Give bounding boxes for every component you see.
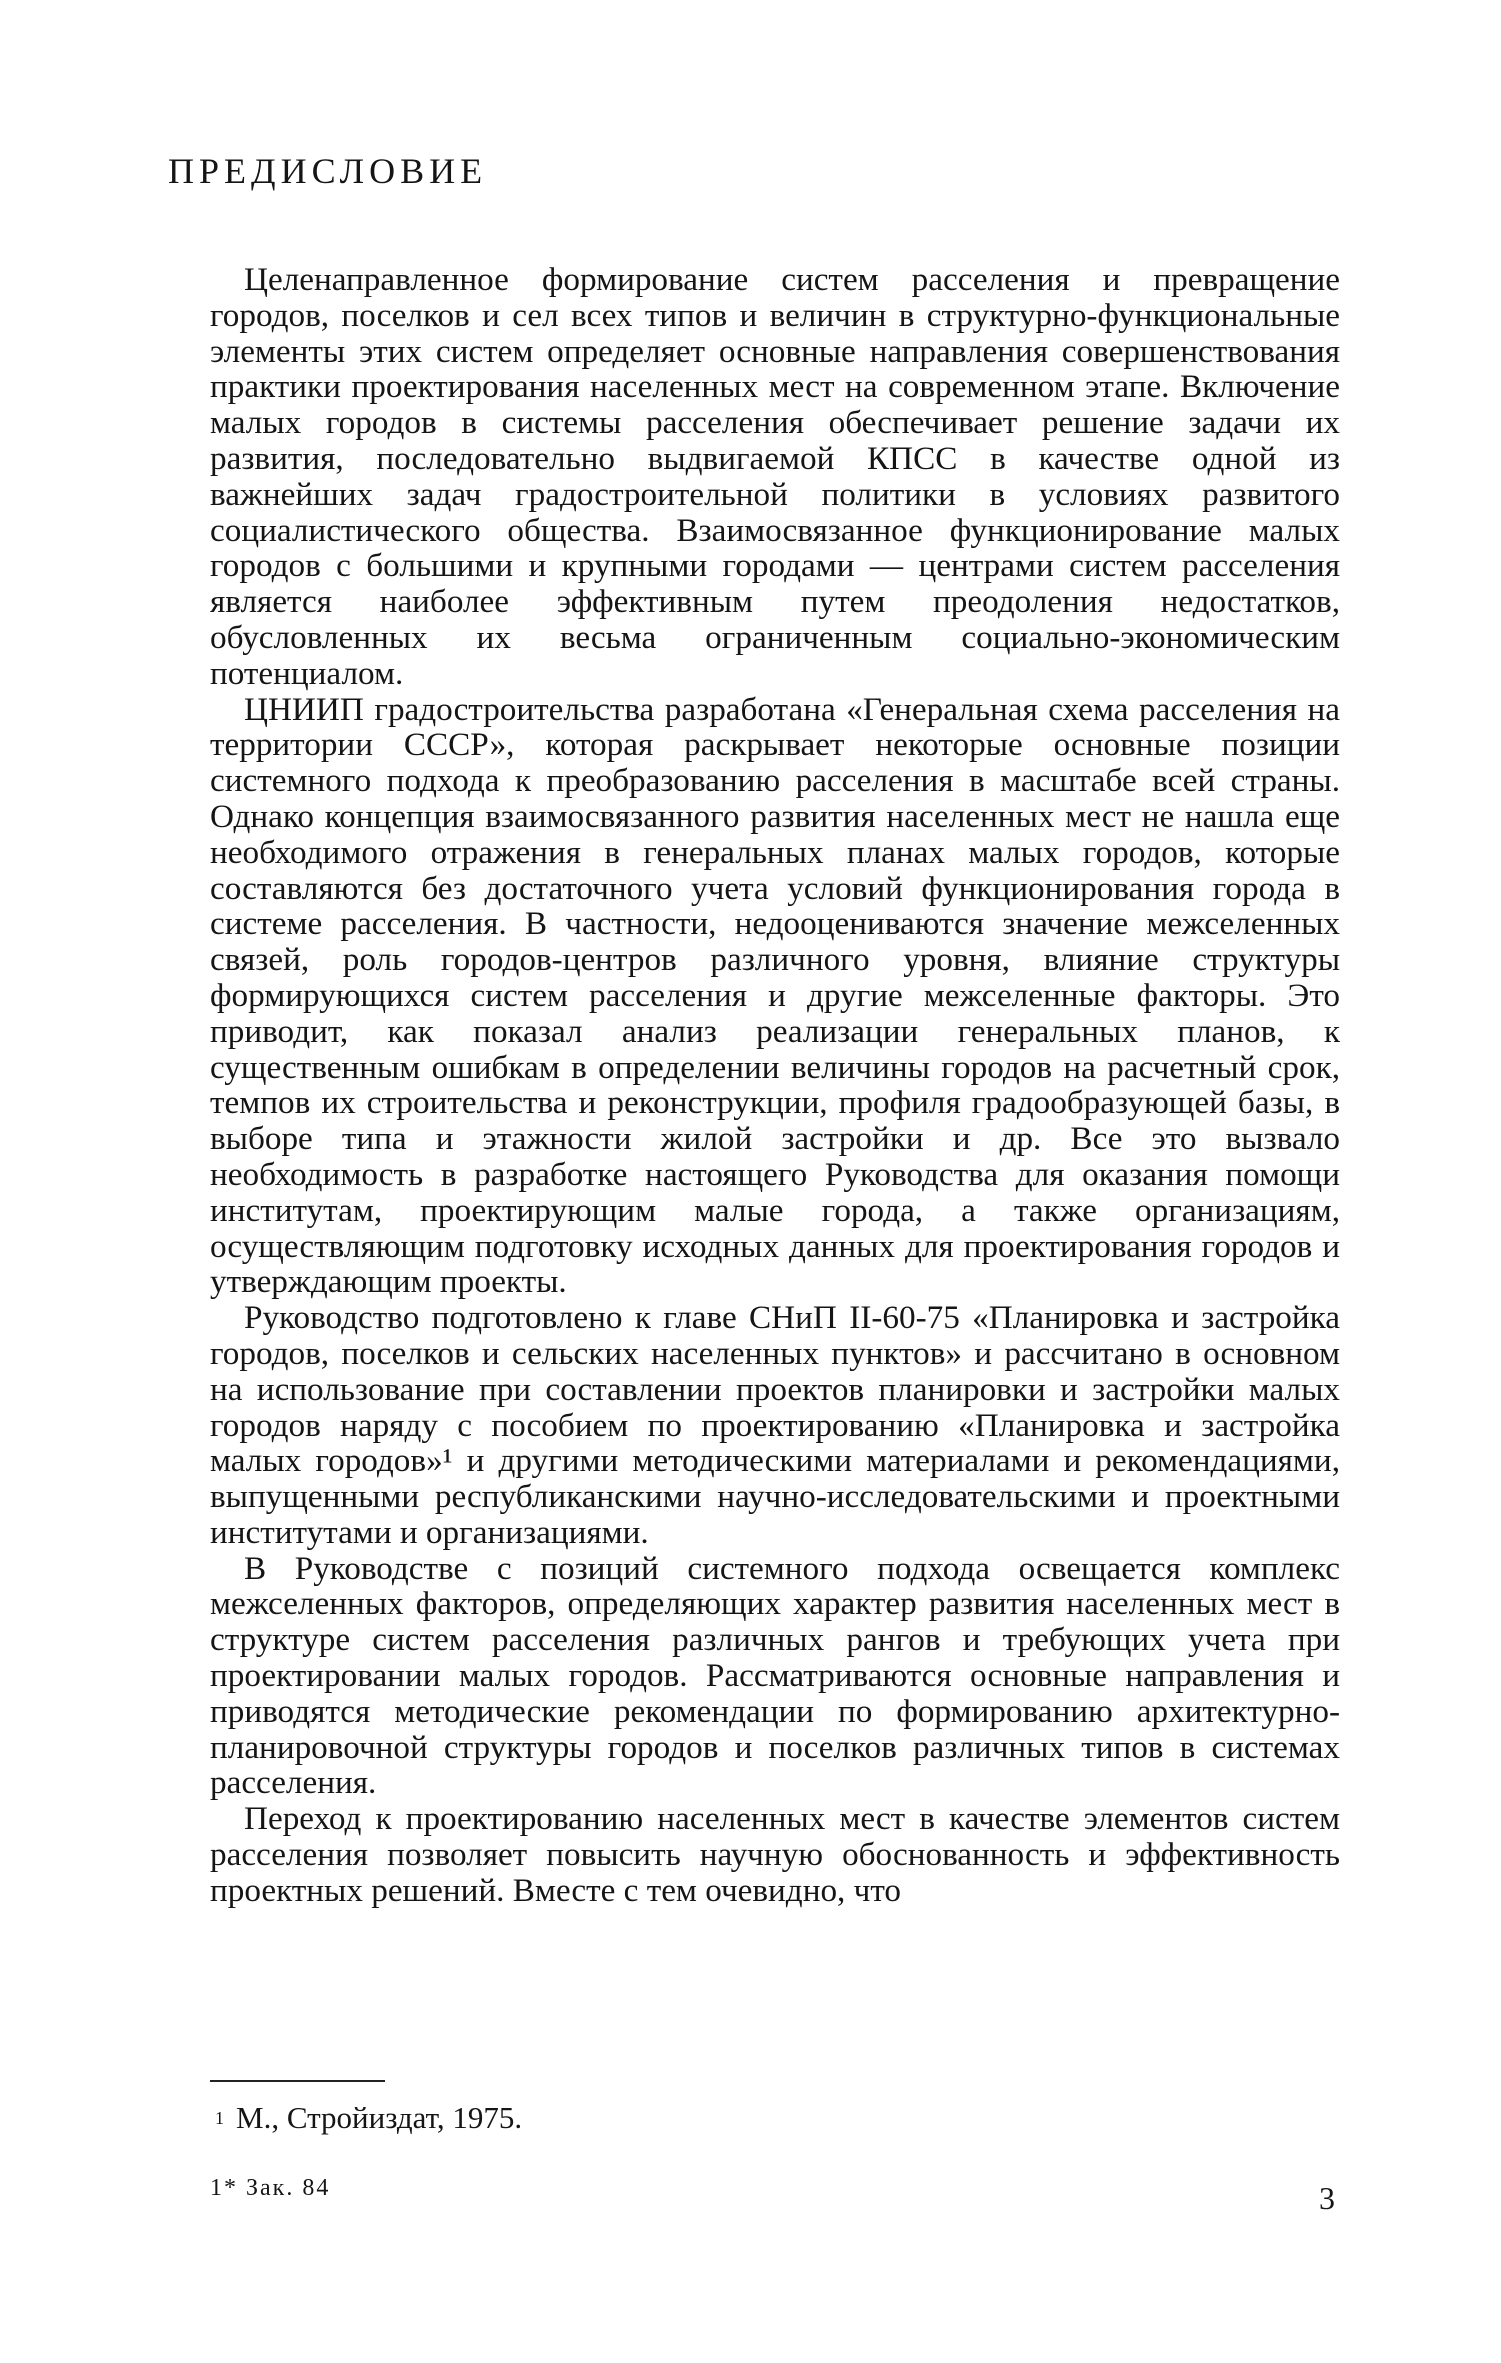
paragraph-3: Руководство подготовлено к главе СНиП II-60-75 «Планировка и застройка городов, поселков и сельских населенных пунктов» и рассчитано в основном на использование при составлении проектов планировки и застройки малых городов наряду с пособием по проектированию «Планировка и застройка малых городов»¹ и другими методическими материалами и рекомендациями, выпущенными республиканскими научно-исследовательскими и проектными институтами и организациями. [210,1299,1340,1551]
footnote-divider [210,2080,385,2082]
printer-signature: 1* Зак. 84 [210,2175,331,2201]
footnote-text: М., Стройиздат, 1975. [236,2100,523,2135]
paragraph-1: Целенаправленное формирование систем расселения и превращение городов, поселков и сел всех типов и величин в структурно-функциональные элементы этих систем определяет основные направления совершенствования практики проектирования населенных мест на современном этапе. Включение малых городов в системы расселения обеспечивает решение задачи их развития, последовательно выдвигаемой КПСС в качестве одной из важнейших задач градостроительной политики в условиях развитого социалистического общества. Взаимосвязанное функционирование малых городов с большими и крупными городами — центрами систем расселения является наиболее эффективным путем преодоления недостатков, обусловленных их весьма ограниченным социально-экономическим потенциалом. [210,261,1340,692]
paragraph-2: ЦНИИП градостроительства разработана «Генеральная схема расселения на территории СССР», которая раскрывает некоторые основные позиции системного подхода к преобразованию расселения в масштабе всей страны. Однако концепция взаимосвязанного развития населенных мест не нашла еще необходимого отражения в генеральных планах малых городов, которые составляются без достаточного учета условий функционирования города в системе расселения. В частности, недооцениваются значение межселенных связей, роль городов-центров различного уровня, влияние структуры формирующихся систем расселения и другие межселенные факторы. Это приводит, как показал анализ реализации генеральных планов, к существенным ошибкам в определении величины городов на расчетный срок, темпов их строительства и реконструкции, профиля градообразующей базы, в выборе типа и этажности жилой застройки и др. Все это вызвало необходимость в разработке настоящего Руководства для оказания помощи институтам, проектирующим малые города, а также организациям, осуществляющим подготовку исходных данных для проектирования городов и утверждающим проекты. [210,690,1340,1301]
preface-body [210,262,1340,1909]
footnote [215,2100,522,2136]
page-heading: ПРЕДИСЛОВИЕ [168,151,488,191]
paragraph-5: Переход к проектированию населенных мест в качестве элементов систем расселения позволяет повысить научную обоснованность и эффективность проектных решений. Вместе с тем очевидно, что [210,1800,1340,1909]
footnote-marker: 1 [215,2108,224,2128]
page-number: 3 [1319,2180,1335,2216]
paragraph-4: В Руководстве с позиций системного подхода освещается комплекс межселенных факторов, определяющих характер развития населенных мест в структуре систем расселения различных рангов и требующих учета при проектировании малых городов. Рассматриваются основные направления и приводятся методические рекомендации по формированию архитектурно-планировочной структуры городов и поселков различных типов в системах расселения. [210,1549,1340,1802]
